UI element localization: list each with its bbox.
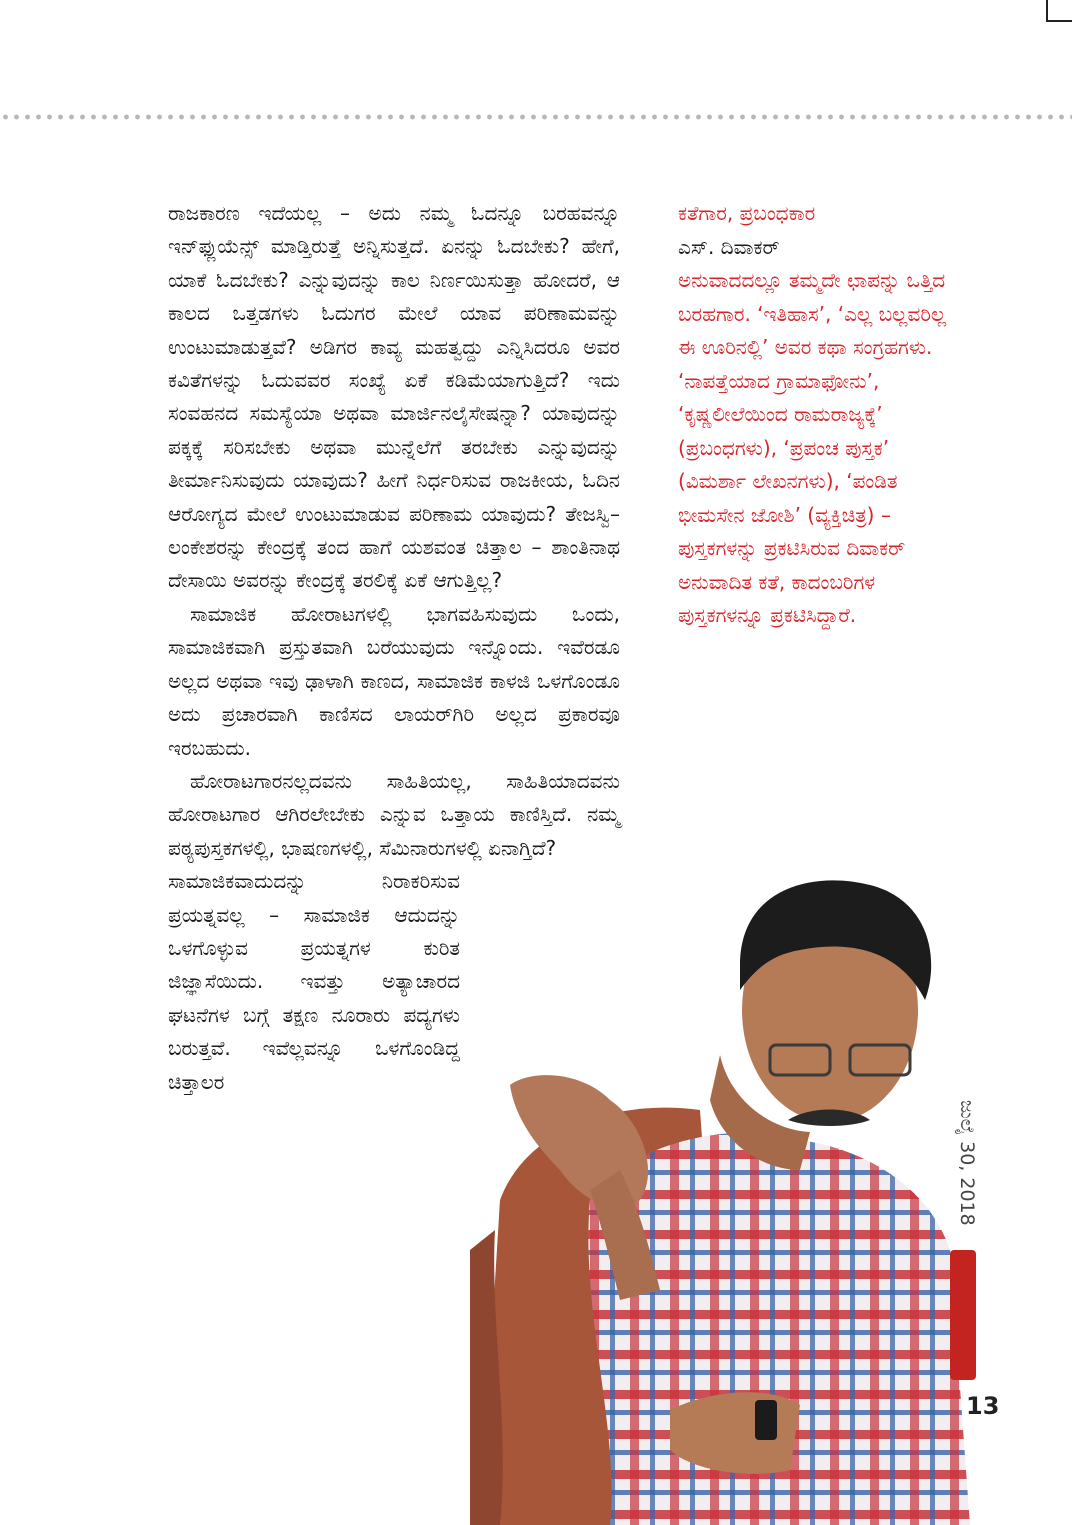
dotted-divider bbox=[0, 113, 1072, 121]
author-name: ಎಸ್. ದಿವಾಕರ್ bbox=[678, 234, 780, 259]
paragraph-2: ಸಾಮಾಜಿಕ ಹೋರಾಟಗಳಲ್ಲಿ ಭಾಗವಹಿಸುವುದು ಒಂದು, ಸಾಮಾಜಿಕವಾಗಿ ಪ್ರಸ್ತುತವಾಗಿ ಬರೆಯುವುದು ಇನ್ನೊಂದು. ಇವೆರಡೂ ಅಲ್ಲದ ಅಥವಾ ಇವು ಢಾಳಾಗಿ ಕಾಣದ, ಸಾಮಾಜಿಕ ಕಾಳಜಿ ಒಳಗೊಂಡೂ ಅದು ಪ್ರಚಾರವಾಗಿ ಕಾಣಿಸದ ಲಾಯರ್‌ಗಿರಿ ಅಲ್ಲದ ಪ್ರಕಾರವೂ ಇರಬಹುದು. bbox=[168, 601, 620, 760]
page-number: 13 bbox=[966, 1392, 1000, 1420]
issue-date: ಜುಲೈ 30, 2018 bbox=[956, 1100, 978, 1226]
paragraph-3-continued: ಸಾಮಾಜಿಕವಾದುದನ್ನು ನಿರಾಕರಿಸುವ ಪ್ರಯತ್ನವಲ್ಲ – ಸಾಮಾಜಿಕ ಆದುದನ್ನು ಒಳಗೊಳ್ಳುವ ಪ್ರಯತ್ನಗಳ ಕುರಿತ ಜಿಜ್ಞಾಸೆಯಿದು. ಇವತ್ತು ಅತ್ಯಾಚಾರದ ಘಟನೆಗಳ ಬಗ್ಗೆ ತಕ್ಷಣ ನೂರಾರು ಪದ್ಯಗಳು ಬರುತ್ತವೆ. ಇವೆಲ್ಲವನ್ನೂ ಒಳಗೊಂಡಿದ್ದ ಚಿತ್ತಾಲರ bbox=[168, 869, 460, 1094]
author-role: ಕತೆಗಾರ, ಪ್ರಬಂಧಕಾರ bbox=[678, 201, 816, 225]
author-bio: ಅನುವಾದದಲ್ಲೂ ತಮ್ಮದೇ ಛಾಪನ್ನು ಒತ್ತಿದ ಬರಹಗಾರ. ‘ಇತಿಹಾಸ’, ‘ಎಲ್ಲ ಬಲ್ಲವರಿಲ್ಲ ಈ ಊರಿನಲ್ಲಿ’ ಅವರ ಕಥಾ ಸಂಗ್ರಹಗಳು. ‘ನಾಪತ್ತೆಯಾದ ಗ್ರಾಮಾಫೋನು’, ‘ಕೃಷ್ಣಲೀಲೆಯಿಂದ ರಾಮರಾಜ್ಯಕ್ಕೆ’ (ಪ್ರಬಂಧಗಳು), ‘ಪ್ರಪಂಚ ಪುಸ್ತಕ’ (ವಿಮರ್ಶಾ ಲೇಖನಗಳು), ‘ಪಂಡಿತ ಭೀಮಸೇನ ಜೋಶಿ’ (ವ್ಯಕ್ತಿಚಿತ್ರ) – ಪುಸ್ತಕಗಳನ್ನು ಪ್ರಕಟಿಸಿರುವ ದಿವಾಕರ್ ಅನುವಾದಿತ ಕತೆ, ಕಾದಂಬರಿಗಳ ಪುಸ್ತಕಗಳನ್ನೂ ಪ್ರಕಟಿಸಿದ್ದಾರೆ. bbox=[678, 268, 947, 627]
paragraph-1: ರಾಜಕಾರಣ ಇದೆಯಲ್ಲ – ಅದು ನಮ್ಮ ಓದನ್ನೂ ಬರಹವನ್ನೂ ಇನ್‌ಫ್ಲುಯೆನ್ಸ್ ಮಾಡ್ತಿರುತ್ತೆ ಅನ್ನಿಸುತ್ತದೆ. ಏನನ್ನು ಓದಬೇಕು? ಹೇಗೆ, ಯಾಕೆ ಓದಬೇಕು? ಎನ್ನುವುದನ್ನು ಕಾಲ ನಿರ್ಣಯಿಸುತ್ತಾ ಹೋದರೆ, ಆ ಕಾಲದ ಒತ್ತಡಗಳು ಓದುಗರ ಮೇಲೆ ಯಾವ ಪರಿಣಾಮವನ್ನು ಉಂಟುಮಾಡುತ್ತವೆ? ಅಡಿಗರ ಕಾವ್ಯ ಮಹತ್ವದ್ದು ಎನ್ನಿಸಿದರೂ ಅವರ ಕವಿತೆಗಳನ್ನು ಓದುವವರ ಸಂಖ್ಯೆ ಏಕೆ ಕಡಿಮೆಯಾಗುತ್ತಿದೆ? ಇದು ಸಂವಹನದ ಸಮಸ್ಯೆಯಾ ಅಥವಾ ಮಾರ್ಜಿನಲೈಸೇಷನ್ನಾ? ಯಾವುದನ್ನು ಪಕ್ಕಕ್ಕೆ ಸರಿಸಬೇಕು ಅಥವಾ ಮುನ್ನೆಲೆಗೆ ತರಬೇಕು ಎನ್ನುವುದನ್ನು ತೀರ್ಮಾನಿಸುವುದು ಯಾವುದು? ಹೀಗೆ ನಿರ್ಧರಿಸುವ ರಾಜಕೀಯ, ಓದಿನ ಆರೋಗ್ಯದ ಮೇಲೆ ಉಂಟುಮಾಡುವ ಪರಿಣಾಮ ಯಾವುದು? ತೇಜಸ್ವಿ–ಲಂಕೇಶರನ್ನು ಕೇಂದ್ರಕ್ಕೆ ತಂದ ಹಾಗೆ ಯಶವಂತ ಚಿತ್ತಾಲ – ಶಾಂತಿನಾಥ ದೇಸಾಯಿ ಅವರನ್ನು ಕೇಂದ್ರಕ್ಕೆ ತರಲಿಕ್ಕೆ ಏಕೆ ಆಗುತ್ತಿಲ್ಲ? bbox=[168, 201, 620, 593]
masthead-logo bbox=[950, 1250, 976, 1380]
crop-mark bbox=[1046, 0, 1072, 22]
author-sidebar bbox=[678, 197, 948, 633]
margin-strip bbox=[948, 1100, 978, 1420]
paragraph-3: ಹೋರಾಟಗಾರನಲ್ಲದವನು ಸಾಹಿತಿಯಲ್ಲ, ಸಾಹಿತಿಯಾದವನು ಹೋರಾಟಗಾರ ಆಗಿರಲೇಬೇಕು ಎನ್ನುವ ಒತ್ತಾಯ ಕಾಣಿಸ್ತಿದೆ. ನಮ್ಮ ಪಠ್ಯಪುಸ್ತಕಗಳಲ್ಲಿ, ಭಾಷಣಗಳಲ್ಲಿ, ಸೆಮಿನಾರುಗಳಲ್ಲಿ ಏನಾಗ್ತಿದೆ? bbox=[168, 768, 620, 860]
author-photo bbox=[470, 870, 970, 1525]
